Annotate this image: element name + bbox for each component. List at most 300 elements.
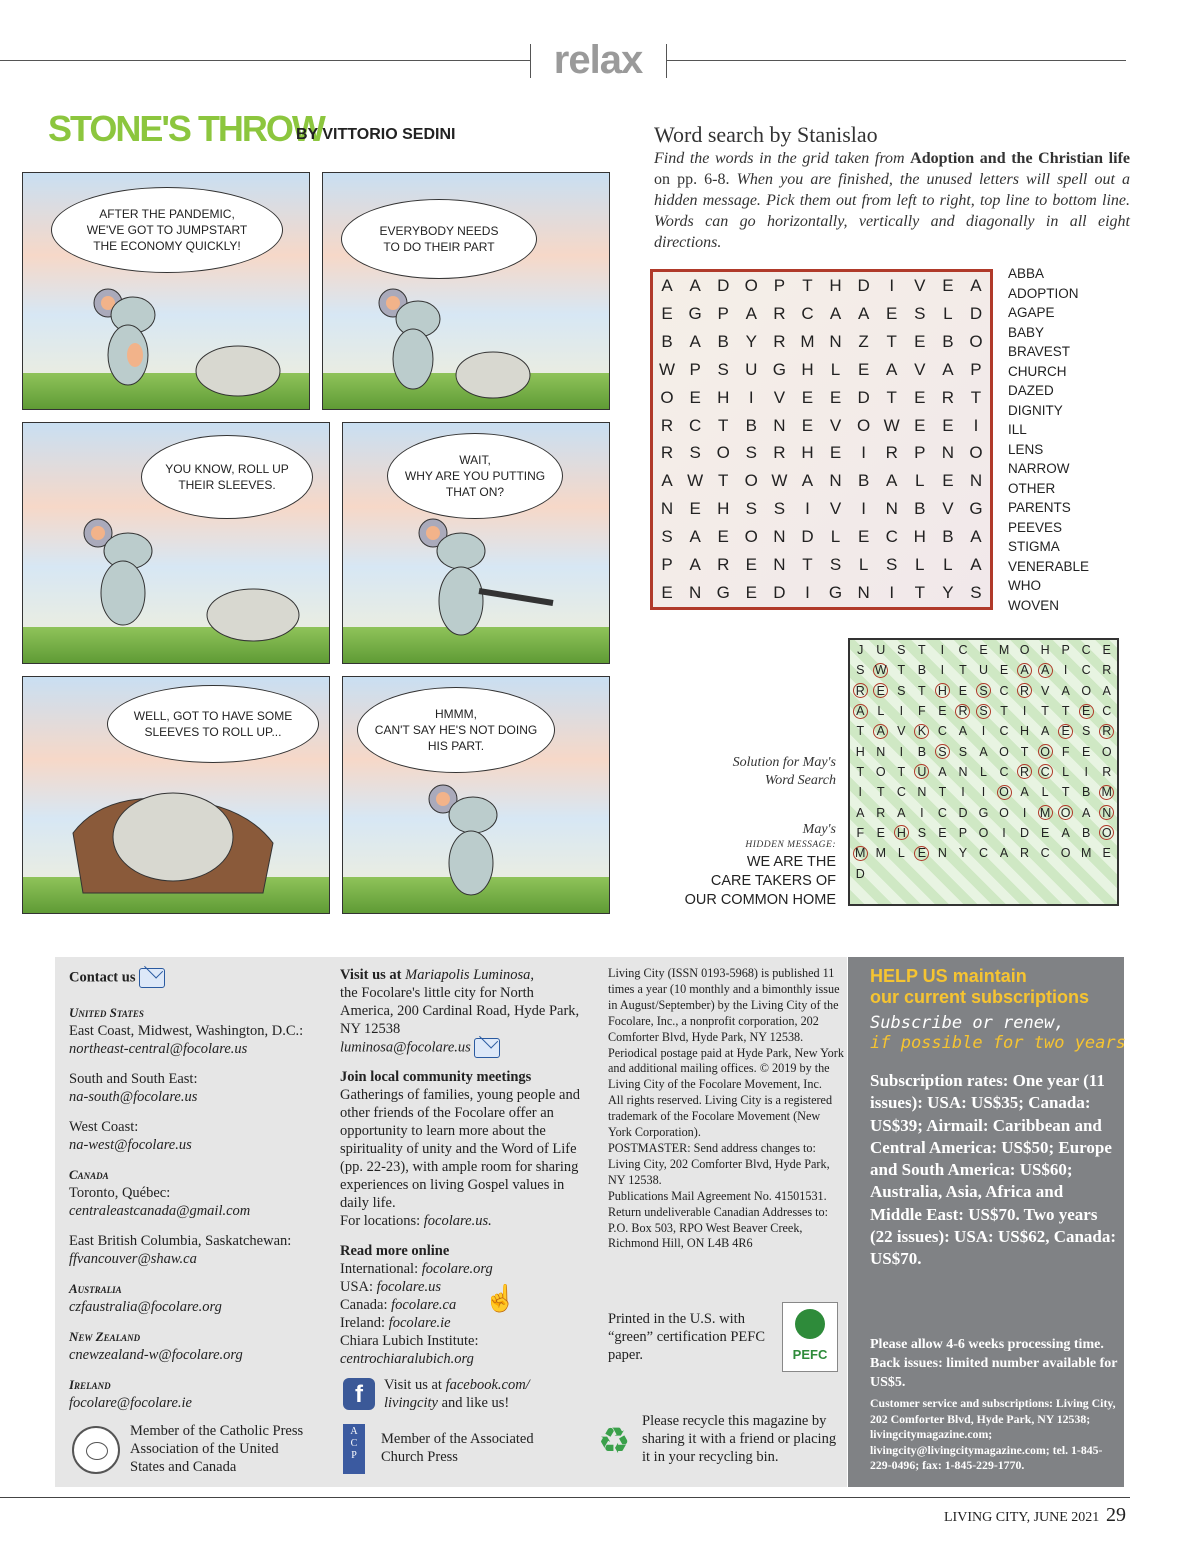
grid-letter: I [973, 415, 979, 435]
solution-letter: P [958, 825, 968, 840]
grid-letter: B [942, 331, 954, 351]
solution-letter: A [958, 724, 968, 739]
customer-service: Customer service and subscriptions: Living City, 202 Comforter Blvd, Hyde Park, NY 12538; livingcitymagazine.com; livingcity@livingcitymagazine.com; tel. 1-845-229-0496; fax: 1-845-229-1770. [870, 1396, 1116, 1472]
mouse-illustration [73, 513, 183, 643]
grid-letter: N [773, 415, 786, 435]
grid-letter: E [829, 387, 842, 407]
usa-link[interactable]: focolare.us [376, 1279, 441, 1295]
solution-letter: S [897, 683, 906, 698]
mouse-illustration [413, 781, 533, 907]
solution-letter: O [999, 744, 1009, 759]
grid-letter: G [716, 583, 730, 603]
solution-letter-circled: W [874, 663, 887, 678]
solution-letter-circled: O [1058, 805, 1073, 820]
grid-letter: E [942, 415, 954, 435]
solution-letter: I [981, 724, 986, 739]
word-search-grid [650, 269, 993, 610]
solution-letter: D [958, 805, 968, 820]
subscription-handwritten-2: if possible for two years [870, 1033, 1126, 1053]
word-list-item: CHURCH [1008, 363, 1067, 379]
grid-letter: P [970, 359, 982, 379]
intl-link[interactable]: focolare.org [421, 1261, 493, 1277]
subscription-title-2: our current subscriptions [870, 987, 1090, 1007]
grid-letter: E [661, 303, 673, 323]
grid-letter: P [689, 359, 701, 379]
australia-email[interactable]: czfaustralia@focolare.org [69, 1299, 222, 1315]
us-south-email[interactable]: na-south@focolare.us [69, 1089, 198, 1105]
facebook-link[interactable]: facebook.com/ livingcity [384, 1377, 530, 1411]
acp-logo: A C P [343, 1424, 365, 1474]
word-search-instructions [654, 148, 1130, 253]
grid-letter: S [745, 443, 757, 463]
grid-letter: L [830, 527, 841, 547]
grid-letter: A [745, 303, 757, 323]
word-list-item: ABBA [1008, 266, 1045, 281]
grid-letter: A [661, 275, 673, 295]
word-list-item: DAZED [1008, 383, 1054, 398]
grid-letter: H [717, 499, 730, 519]
instructions-part: on pp. 6-8. [654, 171, 730, 188]
solution-letter: A [1061, 825, 1070, 840]
solution-letter-circled: R [853, 683, 868, 698]
solution-letter: C [958, 643, 968, 658]
solution-letter: I [858, 785, 862, 800]
visit-lead-place: Mariapolis Luminosa, [405, 967, 535, 983]
solution-letter: I [899, 704, 904, 719]
solution-letter: A [1082, 805, 1091, 820]
header-rule-left [0, 60, 530, 61]
grid-letter: G [969, 499, 983, 519]
grid-letter: W [883, 415, 900, 435]
pointer-hand-icon: ☝ [484, 1284, 517, 1313]
solution-letter: T [1020, 744, 1029, 759]
grid-letter: D [801, 527, 814, 547]
grid-letter: B [745, 415, 757, 435]
envelope-icon [474, 1038, 500, 1058]
solution-letter: B [917, 744, 927, 759]
grid-letter: N [773, 555, 786, 575]
grid-letter: O [744, 471, 758, 491]
grid-letter: L [943, 303, 953, 323]
solution-letter-circled: A [1017, 663, 1032, 678]
solution-letter: C [999, 683, 1009, 698]
grid-letter: R [941, 387, 954, 407]
grid-letter: T [886, 387, 897, 407]
solution-letter: O [875, 764, 886, 779]
canada-east-email[interactable]: centraleastcanada@gmail.com [69, 1203, 251, 1219]
grid-letter: D [857, 387, 870, 407]
grid-letter: A [689, 527, 701, 547]
grid-letter: Z [858, 331, 869, 351]
solution-letter: A [938, 764, 947, 779]
grid-letter: O [969, 331, 983, 351]
facebook-lead: Visit us at [384, 1377, 446, 1393]
grid-letter: T [914, 583, 925, 603]
grid-letter: D [717, 275, 730, 295]
grid-letter: A [886, 471, 898, 491]
grid-letter: E [801, 387, 814, 407]
solution-letter: E [938, 704, 947, 719]
grid-letter: R [660, 443, 674, 463]
solution-letter-circled: A [1038, 663, 1053, 678]
grid-letter: T [718, 471, 729, 491]
speech-bubble: WELL, GOT TO HAVE SOME SLEEVES TO ROLL UP... [107, 685, 319, 763]
grid-letter: A [886, 359, 898, 379]
ireland-label: Ireland [69, 1377, 111, 1392]
grid-letter: A [970, 555, 982, 575]
grid-letter: N [941, 443, 954, 463]
legal-postmaster: POSTMASTER: Send address changes to: Living City, 202 Comforter Blvd, Hyde Park, NY 12538. [608, 1140, 830, 1187]
solution-letter: C [999, 764, 1009, 779]
footer-text: LIVING CITY, JUNE 2021 [944, 1510, 1100, 1525]
grid-letter: E [745, 583, 757, 603]
solution-letter: I [899, 744, 904, 759]
grid-letter: E [829, 443, 842, 463]
intl-label: International: [340, 1261, 422, 1277]
solution-letter-circled: O [997, 785, 1012, 800]
grid-letter: I [861, 499, 866, 519]
grid-letter: O [716, 443, 730, 463]
grid-letter: T [802, 555, 813, 575]
grid-letter: O [857, 415, 871, 435]
solution-letter: A [999, 846, 1009, 861]
solution-letter: O [999, 805, 1009, 820]
speech-bubble: WAIT, WHY ARE YOU PUTTING THAT ON? [387, 433, 563, 519]
solution-letter: J [857, 643, 864, 658]
solution-letter: Y [958, 846, 968, 861]
solution-letter: M [875, 846, 886, 861]
join-title: Join local community meetings [340, 1069, 532, 1085]
grid-letter: H [913, 527, 926, 547]
legal-rights: All rights reserved. Living City is a registered trademark of the Focolare Movement (New York Corporation). [608, 1093, 833, 1140]
solution-letter: A [1040, 724, 1050, 739]
solution-letter: I [961, 785, 965, 800]
join-locations-link[interactable]: focolare.us. [423, 1213, 492, 1229]
grid-letter: O [744, 527, 758, 547]
canada-west-email[interactable]: ffvancouver@shaw.ca [69, 1251, 197, 1267]
envelope-icon [139, 968, 165, 988]
solution-letter: L [1062, 764, 1070, 779]
grid-letter: A [970, 275, 982, 295]
canada-link[interactable]: focolare.ca [391, 1297, 457, 1313]
solution-letter: C [978, 846, 988, 861]
solution-letter: B [1082, 825, 1091, 840]
grid-letter: E [914, 387, 926, 407]
grid-letter: N [773, 527, 786, 547]
solution-letter-circled: O [1038, 744, 1053, 759]
solution-letter: N [958, 764, 968, 779]
grid-letter: P [661, 555, 673, 575]
solution-letter: S [897, 643, 906, 658]
chiara-label: Chiara Lubich Institute: [340, 1333, 479, 1349]
us-west-email[interactable]: na-west@focolare.us [69, 1137, 192, 1153]
solution-letter: F [856, 825, 865, 840]
solution-letter-circled: M [853, 846, 868, 861]
solution-letter: E [1102, 846, 1111, 861]
header-bar-left [530, 44, 531, 78]
grid-letter: R [773, 443, 786, 463]
us-label: United States [69, 1005, 144, 1020]
grid-letter: S [970, 583, 982, 603]
solution-letter: T [938, 785, 947, 800]
grid-letter: L [858, 555, 869, 575]
solution-letter: O [1101, 744, 1112, 759]
solution-letter: T [918, 643, 926, 658]
grid-letter: A [857, 303, 870, 323]
solution-letter: C [1102, 704, 1112, 719]
solution-letter: I [920, 805, 924, 820]
grid-letter: E [942, 275, 954, 295]
solution-letter: L [897, 846, 905, 861]
solution-letter: U [978, 663, 988, 678]
pefc-label: PEFC [792, 1347, 828, 1362]
visit-email[interactable]: luminosa@focolare.us [340, 1039, 471, 1056]
solution-letter-circled: H [894, 825, 909, 840]
grid-letter: I [805, 583, 810, 603]
word-list-item: BABY [1008, 324, 1045, 340]
chiara-link[interactable]: centrochiaralubich.org [340, 1351, 474, 1367]
grid-letter: I [748, 387, 754, 407]
grid-letter: L [830, 359, 841, 379]
grid-letter: N [660, 499, 674, 519]
grid-letter: T [970, 387, 982, 407]
solution-letter-circled: E [873, 683, 888, 698]
join-locations-label: For locations: [340, 1213, 424, 1229]
solution-letter: A [1061, 683, 1070, 698]
solution-letter: T [1000, 704, 1008, 719]
grid-letter: A [689, 275, 701, 295]
solution-letter-circled: A [873, 724, 888, 739]
grid-letter: G [828, 583, 843, 603]
grid-letter: H [801, 443, 814, 463]
printed-text: Printed in the U.S. with “green” certification PEFC paper. [608, 1311, 766, 1363]
facebook-tail: and like us! [437, 1395, 510, 1411]
solution-letter-circled: N [1099, 805, 1114, 820]
solution-letter: S [917, 825, 927, 840]
solution-letter: C [1081, 643, 1091, 658]
solution-letter: F [1061, 744, 1070, 759]
ireland-link[interactable]: focolare.ie [388, 1315, 451, 1331]
facebook-icon[interactable]: f [343, 1378, 375, 1410]
grid-letter: B [661, 331, 673, 351]
grid-letter: N [688, 583, 702, 603]
solution-letter-circled: M [1038, 805, 1053, 820]
grid-letter: O [660, 387, 674, 407]
word-list-item: LENS [1008, 441, 1044, 457]
us-east-email[interactable]: northeast-central@focolare.us [69, 1041, 248, 1057]
visit-column [340, 966, 580, 1368]
solution-letter-circled: E [1058, 724, 1073, 739]
grid-letter: V [829, 415, 842, 435]
header-bar-right [666, 44, 667, 78]
grid-letter: U [745, 359, 758, 379]
solution-letter: T [1041, 704, 1049, 719]
legal-text: Living City (ISSN 0193-5968) is published 11 times a year (10 monthly and a bimonthly issue in August/September) by the Living City of the Focolare, Inc., a nonprofit corporation, 202 Comforter Blvd, Hyde Park, NY 12538. Periodical postage paid at Hyde Park, New York and additional mailing offices. © 2019 by the Living City of the Focolare Movement, Inc. [608, 966, 844, 1092]
stone-illustration [453, 345, 533, 399]
solution-letter: I [1022, 805, 1027, 820]
solution-letter: S [958, 744, 968, 759]
solution-letter: E [1102, 643, 1111, 658]
solution-letter-circled: C [1038, 764, 1053, 779]
grid-letter: A [689, 555, 701, 575]
solution-letter: R [1020, 846, 1030, 861]
grid-letter: E [717, 527, 729, 547]
solution-letter: S [1082, 724, 1091, 739]
word-list-item: ILL [1008, 422, 1027, 437]
comic-panel-2 [322, 172, 610, 410]
solution-letter: S [856, 663, 865, 678]
grid-letter: S [745, 499, 757, 519]
grid-letter: O [969, 443, 983, 463]
grid-letter: P [773, 275, 786, 295]
solution-letter: A [1102, 683, 1111, 698]
solution-letter: N [937, 846, 947, 861]
solution-letter: I [981, 785, 986, 800]
grid-letter: W [659, 359, 676, 379]
legal-mail: Publications Mail Agreement No. 41501531. Return undeliverable Canadian Addresses to: P.O. Box 503, RPO West Beaver Creek, Richmond Hill, ON L4B 4R6 [608, 1188, 828, 1251]
header-rule-right [666, 60, 1126, 61]
us-south-label: South and South East: [69, 1071, 198, 1087]
grid-letter: N [829, 331, 842, 351]
cpa-text: Member of the Catholic Press Association of the United States and Canada [130, 1423, 304, 1475]
word-list-item: STIGMA [1008, 539, 1060, 554]
ireland-email[interactable]: focolare@focolare.ie [69, 1395, 192, 1411]
speech-bubble: EVERYBODY NEEDS TO DO THEIR PART [341, 199, 537, 279]
join-text: Gatherings of families, young people and other friends of the Focolare offer an opportunity to learn more about the spirituality of unity and the Word of Life (pp. 22-23), with ample room for sharing experiences on living Gospel values in daily life. [340, 1087, 580, 1211]
grid-letter: D [857, 275, 870, 295]
solution-letter: I [1002, 825, 1006, 840]
grid-letter: V [942, 499, 954, 519]
grid-letter: B [914, 499, 926, 519]
solution-letter: V [897, 724, 906, 739]
pefc-logo [782, 1302, 838, 1372]
grid-letter: A [829, 303, 842, 323]
grid-letter: H [717, 387, 730, 407]
solution-letter: D [1020, 825, 1030, 840]
solution-letter: C [896, 785, 906, 800]
grid-letter: E [689, 499, 701, 519]
facebook-text [384, 1376, 584, 1412]
speech-bubble: YOU KNOW, ROLL UP THEIR SLEEVES. [141, 435, 313, 519]
grid-letter: O [744, 275, 758, 295]
comic-panel-6 [342, 676, 610, 914]
footer-rule [0, 1497, 1130, 1498]
grid-letter: P [914, 443, 926, 463]
comic-panel-1 [22, 172, 310, 410]
solution-letter: C [1040, 846, 1050, 861]
subscription-note: Please allow 4-6 weeks processing time. Back issues: limited number available for US$5. [870, 1337, 1118, 1390]
cpa-logo-inner [86, 1442, 108, 1460]
stone-illustration [193, 339, 283, 397]
cpa-logo [72, 1426, 120, 1474]
solution-letter: A [1020, 785, 1029, 800]
grid-letter: R [773, 331, 786, 351]
grid-letter: S [689, 443, 701, 463]
grid-letter: I [805, 499, 810, 519]
usa-label: USA: [340, 1279, 377, 1295]
solution-letter: H [855, 744, 865, 759]
mouse-illustration [393, 515, 563, 661]
solution-letter: E [1040, 825, 1050, 840]
new-zealand-email[interactable]: cnewzealand-w@focolare.org [69, 1347, 243, 1363]
grid-letter: S [829, 555, 842, 575]
grid-letter: V [914, 359, 926, 379]
solution-letter: U [876, 643, 886, 658]
solution-letter: T [897, 764, 906, 779]
grid-letter: P [717, 303, 729, 323]
solution-letter: P [1061, 643, 1070, 658]
grid-letter: C [885, 527, 898, 547]
solution-letter-circled: A [853, 704, 868, 719]
grid-letter: I [861, 443, 866, 463]
grid-letter: A [942, 359, 954, 379]
page-number: 29 [1106, 1504, 1126, 1526]
ireland-label: Ireland: [340, 1315, 389, 1331]
word-list-item: VENERABLE [1008, 558, 1090, 574]
us-west-label: West Coast: [69, 1119, 139, 1135]
solution-letter: E [999, 663, 1009, 678]
grid-letter: C [688, 415, 702, 435]
grid-letter: R [885, 443, 898, 463]
grid-letter: W [771, 471, 788, 491]
grid-letter: M [800, 331, 815, 351]
acp-text: Member of the Associated Church Press [381, 1431, 534, 1465]
pefc-tree-icon [795, 1309, 825, 1339]
read-title: Read more online [340, 1243, 450, 1259]
subscription-title: HELP US maintain [870, 966, 1027, 986]
solution-letter: E [876, 825, 885, 840]
grid-letter: S [717, 359, 729, 379]
stone-illustration [203, 583, 303, 643]
solution-letter: M [998, 643, 1010, 658]
grid-letter: B [857, 471, 870, 491]
grid-letter: S [661, 527, 673, 547]
grid-letter: E [857, 527, 870, 547]
grid-letter: G [688, 303, 702, 323]
grid-letter: A [970, 527, 982, 547]
speech-bubble: AFTER THE PANDEMIC, WE'VE GOT TO JUMPSTART THE ECONOMY QUICKLY! [51, 187, 283, 273]
visit-text: the Focolare's little city for North America, 200 Cardinal Road, Hyde Park, NY 12538 [340, 985, 580, 1037]
solution-letter: I [940, 663, 945, 678]
stone-in-jacket-illustration [63, 773, 283, 903]
grid-letter: Y [942, 583, 954, 603]
new-zealand-label: New Zealand [69, 1329, 141, 1344]
solution-letter: E [958, 683, 968, 698]
comic-panel-5 [22, 676, 330, 914]
word-list-item: BRAVEST [1008, 344, 1071, 359]
solution-letter: M [1080, 846, 1092, 861]
grid-letter: R [773, 303, 786, 323]
instructions-part: When you are finished, the unused letters will spell out a hidden message. Pick them out from left to right, top line to bottom line. Words can go horizontally, vertically and diagonally in all eight directions. [654, 171, 1131, 251]
legal-column [608, 966, 846, 1252]
word-list-item: PEEVES [1008, 519, 1063, 535]
grid-letter: B [717, 331, 729, 351]
hidden-message-text: WE ARE THE CARE TAKERS OF OUR COMMON HOME [684, 854, 836, 908]
word-list [1008, 264, 1089, 615]
instructions-bold: Adoption and the Christian life [910, 150, 1130, 167]
contact-column [69, 968, 331, 1412]
grid-letter: N [885, 499, 898, 519]
solution-letter: R [1102, 764, 1112, 779]
solution-letter: O [978, 825, 989, 840]
grid-letter: Y [745, 331, 757, 351]
grid-letter: N [829, 471, 842, 491]
solution-letter: I [1063, 663, 1068, 678]
grid-letter: T [802, 275, 813, 295]
grid-letter: E [886, 303, 898, 323]
grid-letter: D [969, 303, 983, 323]
grid-letter: H [801, 359, 814, 379]
